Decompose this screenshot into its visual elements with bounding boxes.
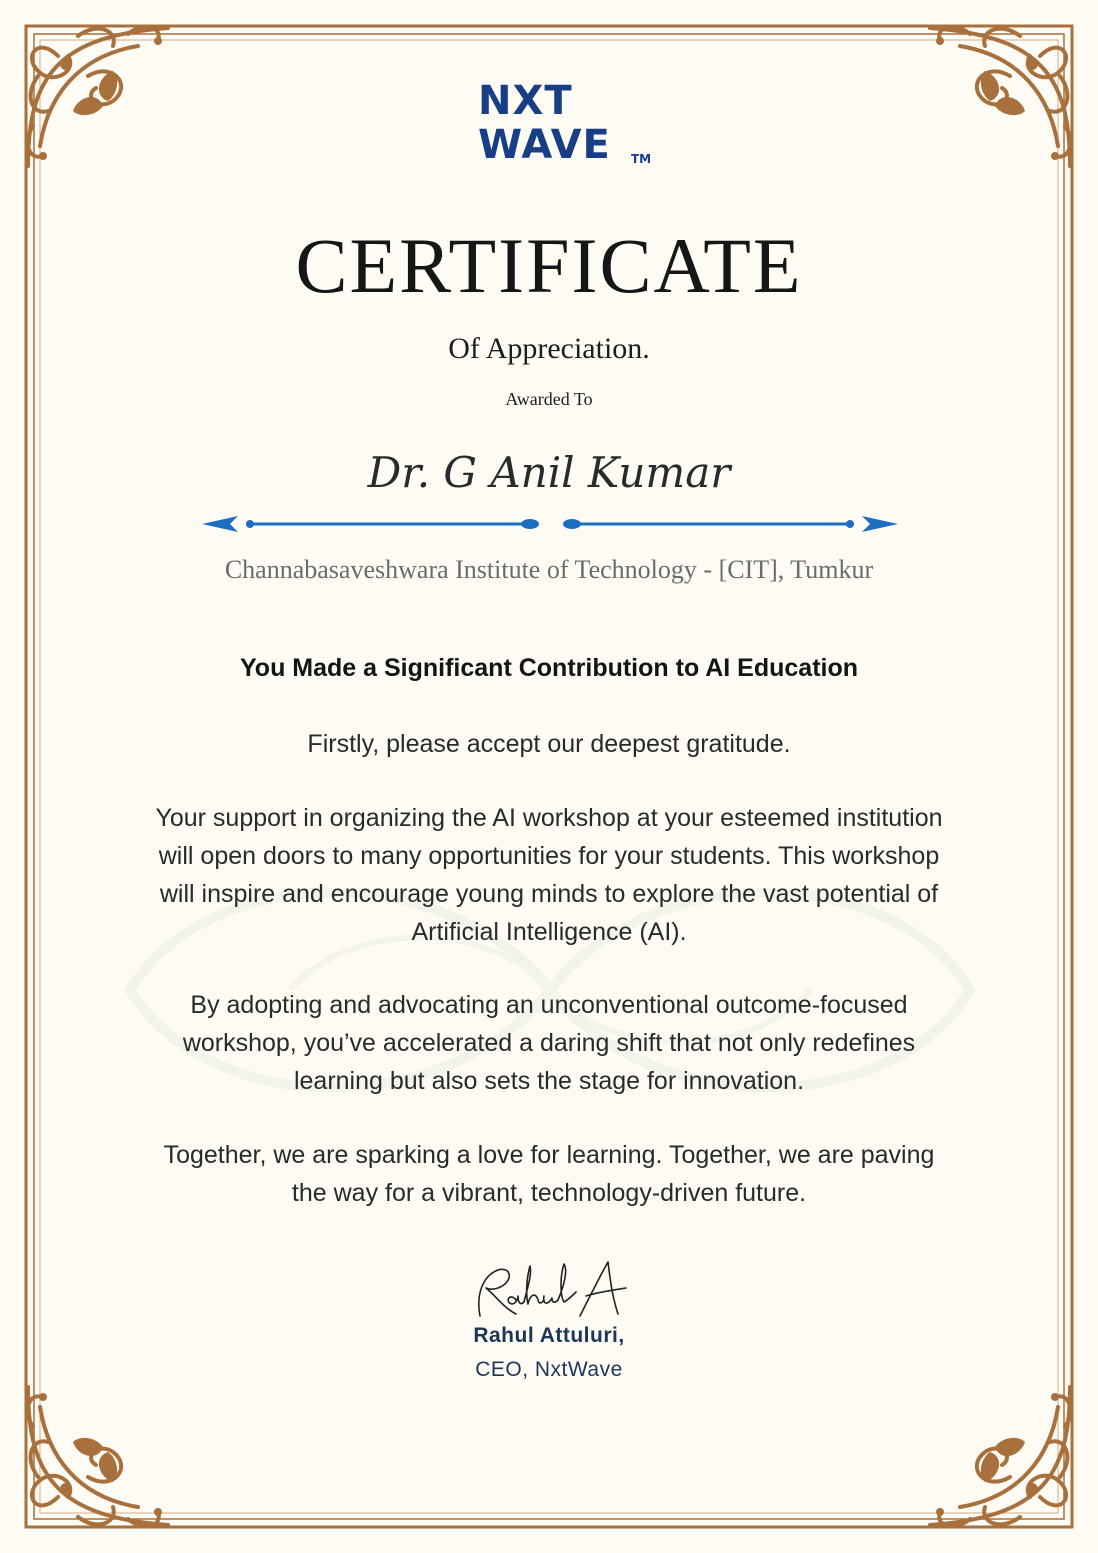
signer-title: CEO, NxtWave (475, 1358, 623, 1381)
arrow-divider (200, 512, 900, 536)
certificate-subtitle: Of Appreciation. (448, 332, 650, 365)
body-paragraph: Together, we are sparking a love for learning. Together, we are paving the way for a vibrant, technology-driven future. (163, 1141, 935, 1207)
nxtwave-logo (478, 80, 668, 172)
contribution-heading: You Made a Significant Contribution to AI Education (239, 654, 859, 682)
corner-ornament-icon (18, 1367, 188, 1537)
institution-name: Channabasaveshwara Institute of Technology - [CIT], Tumkur (224, 555, 874, 584)
corner-ornament-icon (18, 16, 188, 186)
corner-ornament-icon (910, 16, 1080, 186)
body-paragraph: By adopting and advocating an unconventional outcome-focused workshop, you’ve accelerated a daring shift that not only redefines learning but also sets the stage for innovation. (182, 991, 916, 1095)
recipient-name: Dr. G Anil Kumar (367, 448, 731, 497)
logo-line-2: WAVE (478, 122, 611, 168)
corner-ornament-icon (910, 1367, 1080, 1537)
logo-line-1: NXT (478, 78, 573, 124)
certificate-title: CERTIFICATE (295, 222, 803, 309)
signer-name: Rahul Attuluri, (473, 1324, 625, 1347)
ceo-signature (468, 1256, 628, 1326)
body-paragraph: Firstly, please accept our deepest gratitude. (307, 730, 791, 758)
logo-trademark: TM (631, 152, 652, 166)
awarded-to-label: Awarded To (505, 389, 593, 409)
body-paragraph: Your support in organizing the AI workshop at your esteemed institution will open doors to many opportunities for your students. This workshop will inspire and encourage young minds to explore the vast potential of Artificial Intelligence (AI). (155, 804, 943, 946)
